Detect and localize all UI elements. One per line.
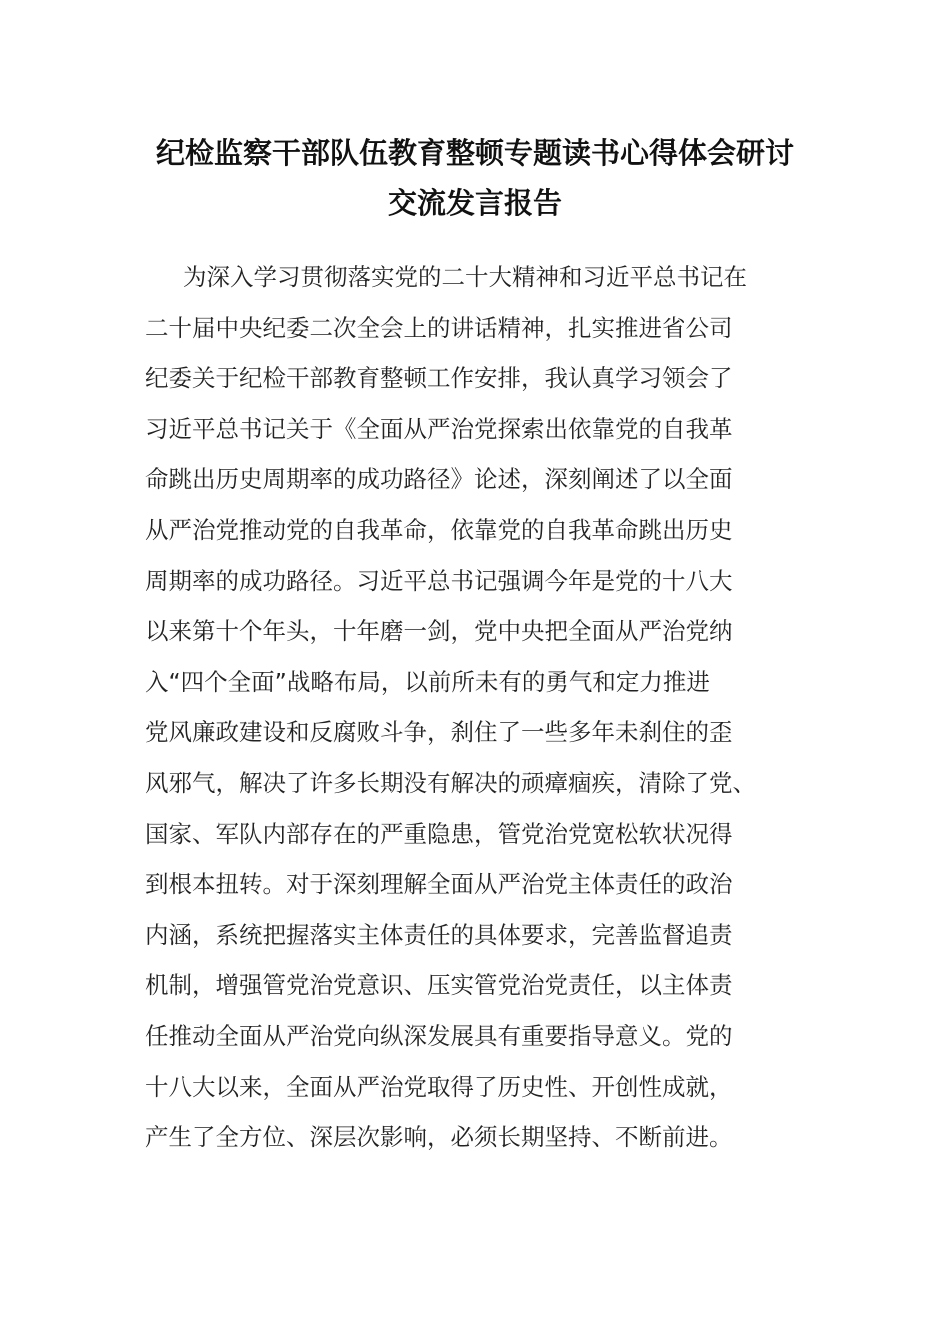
paragraph-line: 任推动全面从严治党向纵深发展具有重要指导意义。党的: [145, 1021, 733, 1050]
paragraph-line: 纪委关于纪检干部教育整顿工作安排，我认真学习领会了: [145, 364, 733, 393]
paragraph-line: 机制，增强管党治党意识、压实管党治党责任，以主体责: [145, 971, 733, 1000]
paragraph-line: 内涵，系统把握落实主体责任的具体要求，完善监督追责: [145, 920, 733, 949]
paragraph-line: 到根本扭转。对于深刻理解全面从严治党主体责任的政治: [145, 870, 733, 899]
paragraph-line: 习近平总书记关于《全面从严治党探索出依靠党的自我革: [145, 414, 733, 443]
paragraph-line: 党风廉政建设和反腐败斗争，刹住了一些多年未刹住的歪: [145, 718, 733, 747]
paragraph-line: 命跳出历史周期率的成功路径》论述，深刻阐述了以全面: [145, 465, 733, 494]
document-title: [140, 128, 810, 228]
paragraph-line: 入“四个全面”战略布局，以前所未有的勇气和定力推进: [145, 667, 710, 696]
paragraph-line: 国家、军队内部存在的严重隐患，管党治党宽松软状况得: [145, 819, 733, 848]
paragraph-line: 周期率的成功路径。习近平总书记强调今年是党的十八大: [145, 566, 733, 595]
paragraph-line: 从严治党推动党的自我革命，依靠党的自我革命跳出历史: [145, 515, 733, 544]
title-line: 交流发言报告: [387, 186, 562, 220]
paragraph-line: 以来第十个年头，十年磨一剑，党中央把全面从严治党纳: [145, 617, 733, 646]
title-line: 纪检监察干部队伍教育整顿专题读书心得体会研讨: [155, 136, 794, 170]
paragraph-line: 二十届中央纪委二次全会上的讲话精神，扎实推进省公司: [145, 313, 733, 342]
paragraph-line: 为深入学习贯彻落实党的二十大精神和习近平总书记在: [183, 263, 747, 291]
paragraph-line: 产生了全方位、深层次影响，必须长期坚持、不断前进。: [145, 1123, 733, 1152]
body-paragraph: [145, 252, 805, 1163]
paragraph-line: 风邪气，解决了许多长期没有解决的顽瘴痼疾，清除了党、: [145, 768, 756, 797]
paragraph-line: 十八大以来，全面从严治党取得了历史性、开创性成就，: [145, 1072, 733, 1101]
